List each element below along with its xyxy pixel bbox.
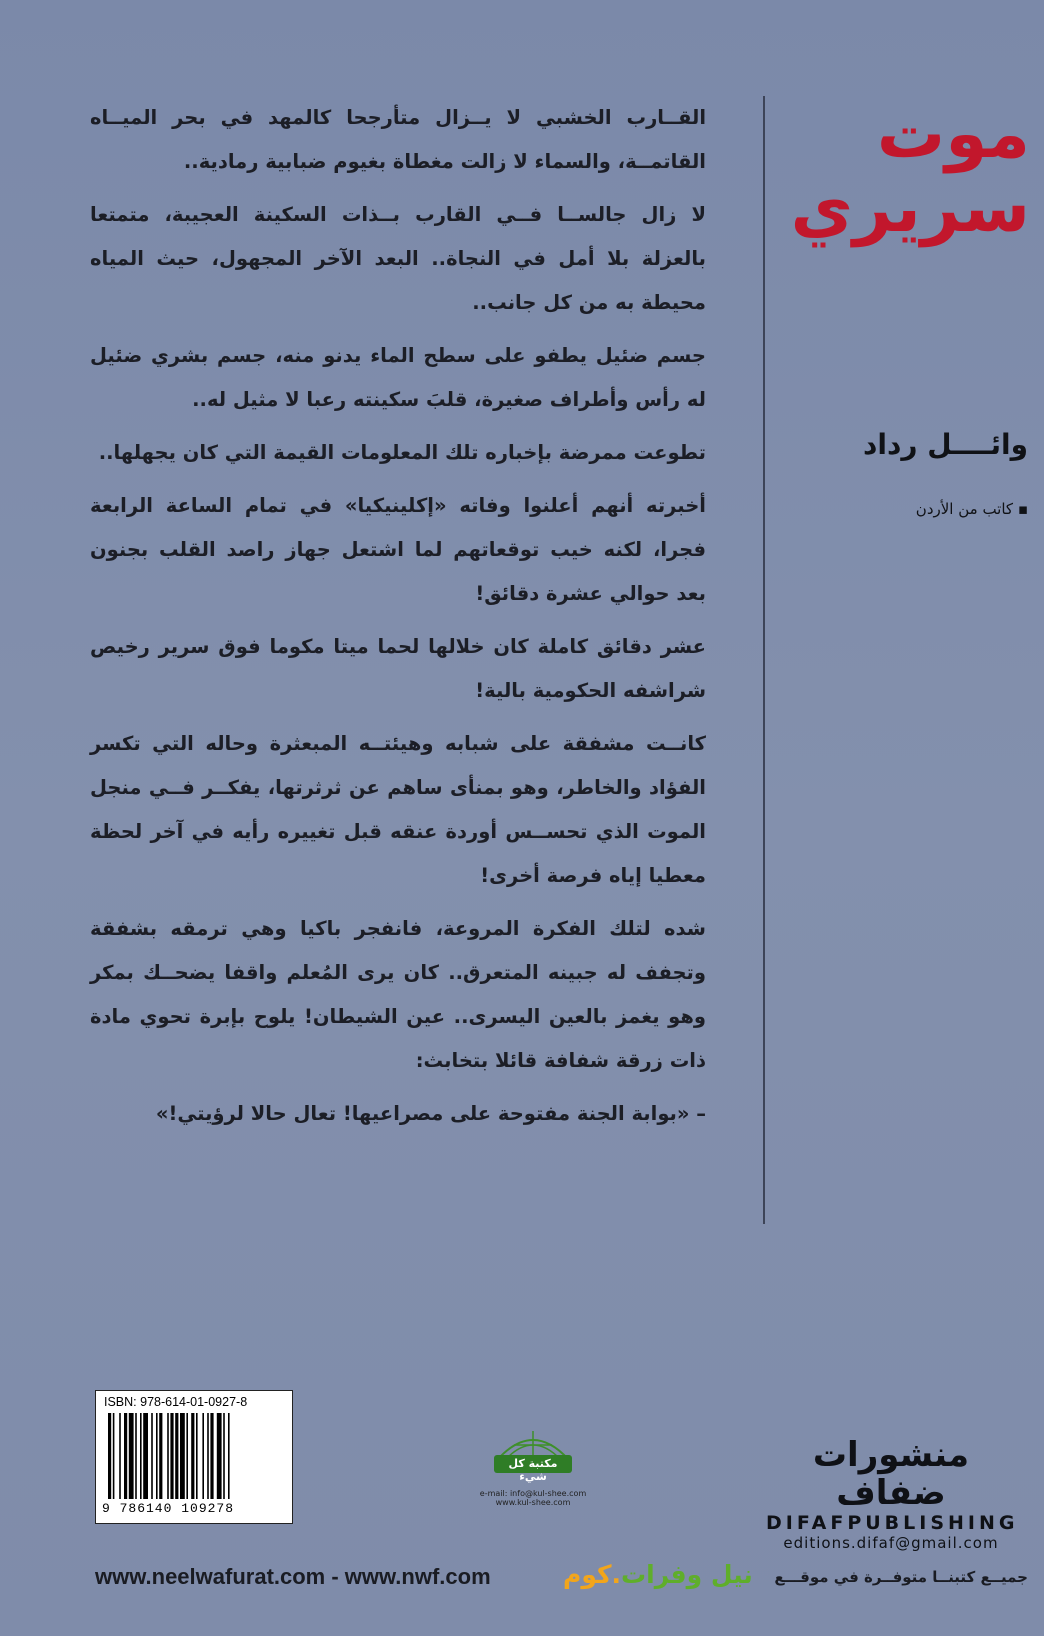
bookshop-logo-text: مكتبة كل شيء xyxy=(508,1457,558,1483)
blurb-paragraph: – «بوابة الجنة مفتوحة على مصراعيها! تعال حالا لرؤيتي!» xyxy=(155,1102,706,1125)
title-line-2: سريري xyxy=(790,169,1030,248)
blurb-paragraph: أخبرته أنهم أعلنوا وفاته «إكلينيكيا» في تمام الساعة الرابعة فجرا، لكنه خيب توقعاتهم لما اشتعل جهاز راصد القلب بجنون بعد حوالي عشرة دقائق! xyxy=(90,494,706,605)
blurb-paragraph: تطوعت ممرضة بإخباره تلك المعلومات القيمة التي كان يجهلها.. xyxy=(98,441,706,464)
publisher-name-en: DIFAFPUBLISHING xyxy=(766,1512,1019,1534)
barcode-digits: 9 786140 109278 xyxy=(102,1501,235,1516)
footer-urls: www.neelwafurat.com - www.nwf.com xyxy=(95,1564,491,1589)
blurb-paragraph: عشر دقائق كاملة كان خلالها لحما ميتا مكوما فوق سرير رخيص شراشفه الحكومية بالية! xyxy=(90,635,706,702)
nwf-logo-suffix: .كوم xyxy=(563,1560,622,1589)
nwf-logo-name: نيل وفرات xyxy=(621,1560,753,1589)
author-name: وائــــل رداد xyxy=(863,428,1028,461)
blurb-paragraph: لا زال جالســا فــي القارب بــذات السكينة العجيبة، متمتعا بالعزلة بلا أمل في النجاة.. البعد الآخر المجهول، حيث المياه محيطة به من كل جانب.. xyxy=(90,203,706,314)
publisher-logo xyxy=(766,1435,1019,1552)
blurb-paragraph: جسم ضئيل يطفو على سطح الماء يدنو منه، جسم بشري ضئيل له رأس وأطراف صغيرة، قلبَ سكينته رعبا لا مثيل له.. xyxy=(90,344,706,411)
blurb-text xyxy=(90,96,706,1145)
bookshop-badge xyxy=(463,1425,603,1507)
book-title xyxy=(790,95,1030,248)
blurb-paragraph: شده لتلك الفكرة المروعة، فانفجر باكيا وهي ترمقه بشفقة وتجفف له جبينه المتعرق.. كان يرى المُعلم واقفا يضحــك بمكر وهو يغمز بالعين اليسرى.. عين الشيطان! يلوح بإبرة تحوي مادة ذات زرقة شفافة قائلا بتخابث: xyxy=(90,917,706,1072)
barcode-bars xyxy=(108,1413,282,1499)
footer-arabic-note: جميــع كتبنــا متوفــرة في موقـــع xyxy=(774,1568,1028,1586)
nwf-logo xyxy=(563,1560,753,1589)
footer-bar xyxy=(95,1560,1028,1600)
title-line-1: موت xyxy=(876,95,1030,174)
bookshop-email: e-mail: info@kul-shee.com xyxy=(479,1489,587,1498)
isbn-label: ISBN: 978-614-01-0927-8 xyxy=(104,1395,248,1409)
blurb-paragraph: القــارب الخشبي لا يــزال متأرجحا كالمهد في بحر الميــاه القاتمــة، والسماء لا زالت مغطاة بغيوم ضبابية رمادية.. xyxy=(90,106,706,173)
isbn-barcode xyxy=(95,1390,293,1524)
author-note: ▪ كاتب من الأردن xyxy=(915,500,1028,518)
blurb-paragraph: كانــت مشفقة على شبابه وهيئتــه المبعثرة وحاله التي تكسر الفؤاد والخاطر، وهو بمنأى ساهم عن ثرثرتها، يفكــر فــي منجل الموت الذي تحســس أوردة عنقه قبل تغييره رأيه في آخر لحظة معطيا إياه فرصة أخرى! xyxy=(90,732,706,887)
bookshop-logo-icon xyxy=(490,1425,576,1483)
publisher-email: editions.difaf@gmail.com xyxy=(783,1534,999,1552)
bookshop-site: www.kul-shee.com xyxy=(495,1498,571,1507)
vertical-divider xyxy=(763,96,765,1224)
publisher-name-ar: منشورات ضفاف xyxy=(812,1435,970,1513)
